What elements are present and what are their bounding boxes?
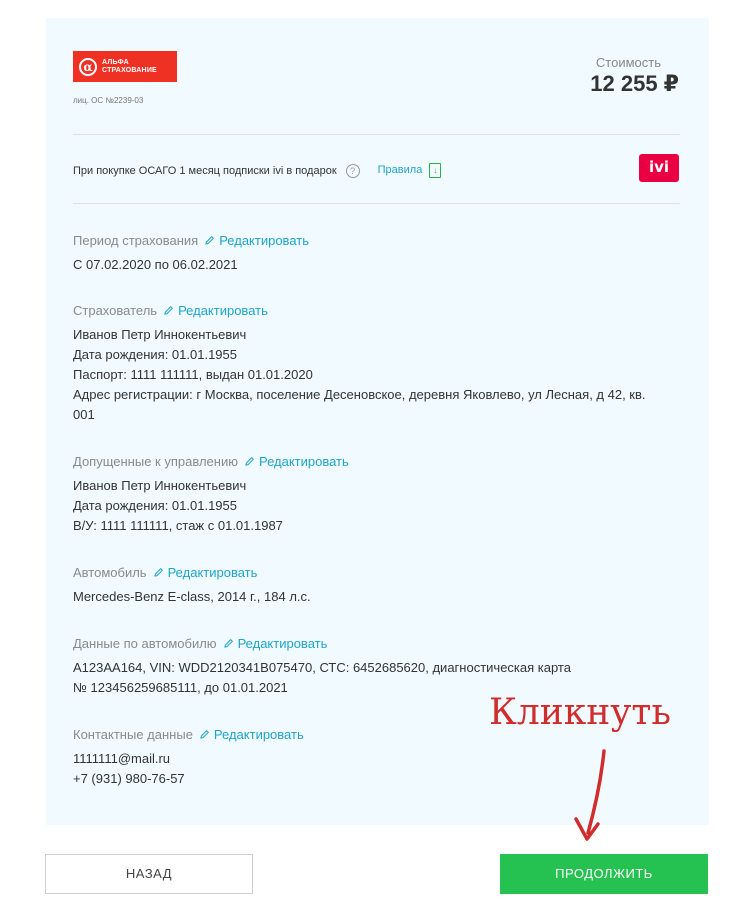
policy-section (73, 233, 683, 275)
edit-link-label: Редактировать (258, 454, 349, 469)
section-line: Иванов Петр Иннокентьевич (73, 478, 247, 493)
pencil-icon (223, 638, 234, 649)
section-title-label: Автомобиль (73, 565, 147, 580)
ivi-logo: ivi (639, 154, 679, 182)
section-title (73, 565, 683, 580)
edit-link[interactable] (204, 233, 309, 248)
edit-link-label: Редактировать (178, 303, 268, 318)
section-line: +7 (931) 980-76-57 (73, 771, 185, 786)
section-line: Иванов Петр Иннокентьевич (73, 327, 247, 342)
section-title (73, 636, 683, 651)
section-line: Паспорт: 1111 111111, выдан 01.01.2020 (73, 367, 313, 382)
question-icon[interactable]: ? (346, 164, 360, 178)
section-title-label: Допущенные к управлению (73, 454, 238, 469)
edit-link[interactable] (244, 454, 349, 469)
policy-section (73, 565, 683, 607)
logo-text-line1: АЛЬФА (102, 58, 129, 66)
pencil-icon (163, 305, 174, 316)
section-line: № 123456259685111, до 01.01.2021 (73, 680, 288, 695)
edit-link-label: Редактировать (237, 636, 328, 651)
promo-banner (73, 163, 441, 178)
divider (73, 203, 680, 204)
section-line: Дата рождения: 01.01.1955 (73, 347, 237, 362)
alfa-insurance-logo (73, 51, 177, 82)
section-title-label: Контактные данные (73, 727, 193, 742)
section-line: Дата рождения: 01.01.1955 (73, 498, 237, 513)
logo-text (102, 59, 157, 75)
section-title (73, 454, 683, 469)
section-line: А123АА164, VIN: WDD2120341B075470, СТС: 6452685620, диагностическая карта (73, 660, 571, 675)
continue-button[interactable]: ПРОДОЛЖИТЬ (500, 854, 708, 894)
edit-link-label: Редактировать (219, 233, 309, 248)
policy-section (73, 636, 683, 698)
edit-link[interactable] (223, 636, 328, 651)
edit-link-label: Редактировать (167, 565, 258, 580)
click-annotation: Кликнуть (489, 692, 671, 733)
alfa-logo-icon: α (79, 58, 97, 76)
pencil-icon (199, 729, 210, 740)
rules-link[interactable] (378, 163, 442, 178)
license-number: лиц. ОС №2239-03 (73, 96, 144, 105)
section-title (73, 233, 683, 248)
price-label: Стоимость (595, 55, 661, 70)
section-line: В/У: 1111 111111, стаж с 01.01.1987 (73, 518, 283, 533)
price-value: 12 255 ₽ (590, 71, 679, 96)
section-line: Mercedes-Benz E-class, 2014 г., 184 л.с. (73, 589, 311, 604)
policy-section (73, 303, 683, 425)
pencil-icon (153, 567, 164, 578)
arrow-annotation-icon (570, 745, 610, 845)
document-download-icon: ↓ (429, 163, 441, 178)
divider (73, 134, 680, 135)
section-line: 001 (73, 407, 95, 422)
section-title-label: Данные по автомобилю (73, 636, 217, 651)
policy-section (73, 454, 683, 536)
rules-link-label: Правила (377, 164, 423, 176)
logo-text-line2: СТРАХОВАНИЕ (102, 66, 157, 74)
section-title-label: Период страхования (73, 233, 199, 248)
back-button[interactable]: НАЗАД (45, 854, 253, 894)
section-line: 1111111@mail.ru (73, 751, 171, 766)
edit-link[interactable] (199, 727, 304, 742)
section-title (73, 303, 683, 318)
section-line: С 07.02.2020 по 06.02.2021 (73, 257, 238, 272)
section-title-label: Страхователь (73, 303, 158, 318)
section-line: Адрес регистрации: г Москва, поселение Десеновское, деревня Яковлево, ул Лесная, д 42, кв. (73, 387, 646, 402)
pencil-icon (244, 456, 255, 467)
pencil-icon (204, 235, 215, 246)
promo-text: При покупке ОСАГО 1 месяц подписки ivi в подарок (73, 164, 337, 177)
edit-link[interactable] (153, 565, 258, 580)
edit-link[interactable] (163, 303, 268, 318)
edit-link-label: Редактировать (213, 727, 304, 742)
